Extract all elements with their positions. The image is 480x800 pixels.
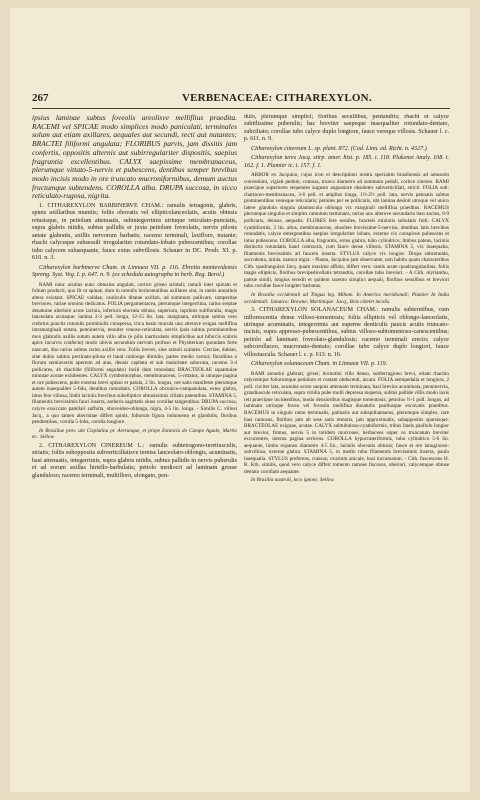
- genus-description: ipsius laminae subtus foveolis areolisve melliflius praedita. RACEMI vel SPICAE modo simplices modo paniculati, terminales solum aut etiam axillares, aequales aut secundi, recti aut nutantes; BRACTEI filiformi angulata; FLORIBUS parvis, jam dissitis jam confertis, oppositis alternis aut subirregulariter dispositis, saepius fragrantia excellentibus. CALYX saepissime membranaceus, plerumque vittato-5-nervis et pubescens, dentibus semper brevibus modo incisis modo in ore truncato mucroniformibus, demum auctus fructumque subtendens. COROLLA alba. DRUPA succosa, in sicco reticulato-rugosa, nigrita.: [32, 114, 237, 201]
- species-entry-2-description: ARBOR ex Jacquino, cujus icon et descriptioni nostra speciatim brasiliensis ad amussim conveniunt, vigiati pedum, comosa, trunco diametro ad summum pedali, cortice cinereo. RAMI praecipue superiores sequentes augusto angustiore obsoletes subverticillati, stricti. FOLIA sub-chartaceo-membranacea, 3-6 pell. et amplius longa, 1½-2½ poll. lata, nervis pennatis subtus prominentibus venisque reticulatis; petioles per se pollicaris, ubi lamina desinit utroque vel unico latere glandula singula planiuscula oblonga vix marginali melliflua praeditus. RACEMUS plerumque singulus et simplex ramulum terminans, rarius uno alterove secundario basi auctus, 6-9 pollicaris, densus, aequalis. FLORES fere sessiles, bracteis minimis subulatis fulti. CALYX cyathiformis, 2 lin. altus, membranaceus, obsolete brevissime-5-nervius, dentibus latis brevibus rotundatis, calyce emergentibus saepius irregulariter lobato, externe vix conspicue pubescens et intus pubescens. COROLLA alba, fragrantis, extus glabra, tubo cylindrico; limbus patens, laciniis distinctis rotundatis haud contractis, cum fauce dense villosis. STAMINA 5, vix inaequalia, filamentis brevissimis ad faucem inserta. STYLUS calyce vix longior. Drupa subrotunda, succulenta, nitida, matura nigra. - Planta, Jacquino jam observante, tam habitu quam characteribus Cith. quadrangulari Jacq. quam maxime affinis, differt vero: ramis acute quadrangularibus, foliis magis ellipticis, floribus brevipedicellatis tetrandris, corollae tubo breviori. - A Cith. myrianthu, patrue simili, longius recedit et quidem racemo simplici aequali, floribus sessilibus et breviori tubo corollae fauce longiter barbatus.: [244, 172, 449, 290]
- right-column: [244, 114, 449, 754]
- species-entry-2-heading: 2. CITHAREXYLON CINEREUM L.: ramulis subtetragono-teretiusculis, striatis; foliis subopposita subverticillatisve terniss lanceolato-oblongis, acuminatis, basi attenuatis, integerrimis, supra glabris nitidis, subtus pallidis in nervis puberulis et ad eorum axillas hirtello-barbulatis; petiolo mediocri ad laminam grosse glanduloso; racemo terminali, multifloro, elongato, pen-: [32, 442, 237, 479]
- species-entry-3-heading: 3. CITHAREXYLON SOLANACEUM CHAM.: ramulis subteretibus, cum inflorescentia dense villoso-tomentosis; foliis ellipticis vel oblongo-lanceolatis, utrinque acuminatis, integerrimis aut superne denticulis paucis acutis truncato-incisis, supra appresso-pubescentibus, subtus villoso-subtomentoso-canescentibus; petiolo ad laminam foveolato-glandulosis; racemo terminali erecto; calyce subcorollaceo, mucronato-dentato; corollae tubo calyce duplo longiori, fauce villosiuscula. Schauer l. c. p. 613. n. 16.: [244, 307, 449, 358]
- species-entry-2-locality: In Brasilia occidentali ad Tingua leg. Miham. In America meridionali; Plumier In India occidentali: Jamaica: Browne; Martinique: Jacq., Bois côtelet incolis.: [244, 292, 449, 305]
- species-entry-1-synonyms: Citharexylon barbinerve Cham. in Linnaea VII. p. 116. Ehretia montevidensis Spreng. Syst. Veg. I. p. 647. n. 9. (ex schedula autographa in herb. Reg. Berol.): [32, 264, 237, 279]
- species-entry-2-continuation: dulo, plerumque simplici; floribus secullibus, pentandris; rhachi et calyce subtilissime puberulis; hac breviter saepeque inaequaliter rotundato-dentato, subciliato; corollae tubo calyce duplo longiore, fauce vereque villosis. Schauer l. c. p. 611. n. 9.: [244, 114, 449, 143]
- running-title: VERBENACEAE: CITHAREXYLON.: [182, 92, 372, 104]
- page-number: 267: [32, 92, 49, 104]
- book-page: [10, 8, 470, 792]
- species-entry-3-locality: In Brasilia australi, loco ignoto: Sellow.: [251, 477, 335, 484]
- species-entry-1-heading: 1. CITHAREXYLON BARBINERVE CHAM.: ramulis tetragonis, glabris, spinis axillaribus munitis; foliis obovatis vel ellipticolanceolatis, acutis obtusis retusisque, in petiolum attenuatis, subintegerrimis utrinque reticulato-punctatis, supra glabris nitidis, subtus pallidis et juxta petiolum foveolatis, nervis pilosis aetate glabratis, axillis nervorum barbatis; racemo terminali, laxifloro, nutante; rhachi calyceque subsessili irregulariter rotundato-lobato pubescentibus; corollae tubo calycem subaequante, fauce extus subvillosis. Schauer in DC. Prodr. XI. p. 610. n. 3.: [32, 203, 237, 262]
- species-entry-2-synonym-2: Citharexylon teres Jacq. stirp. amer. hist. p. 185. t. 118. Plukenet Analy. 108. t. 162. f. 1. Plumier ic. t. 157. f. 1.: [244, 155, 449, 169]
- left-column: [32, 114, 237, 754]
- species-entry-1-locality: In Brasiliae prov. ubi Cisplatina pr. Arerunque, et prope Estancia do Campo Agudo, Martio m.: Sellow.: [32, 427, 237, 441]
- species-entry-1-description: RAMI nunc acutius nunc obtusius angulati, cortice griseo striduli; ramuli inter spinam et folium producti, quo fit ut spinae, dum in ramulis horizontalibus axillares sint, in ramis annotinis altera existant. SPICAE validae, cauliculis ditatae axillari, ad summum pallicare, tamperitae breviores, rariae omnino dedicatus. FOLIA pergamentacea, plerumque integerrima, rarius serpiae denaturae alteriore acute lacinia, inferiora obovata obtusa, superiora, inprimis subfloralia, magis lanceolata acutaque; lamina 2-3 pell. longa, 12-15 lin. lata, marginata, utrinque subtus vero crebrius punctis rotundis prominulis conspersa, circa basin macula una alterave exigua melliflua intramarginali notata, penninervia, tenuiter venoso-reticulata, nervis ipsis subtus prominentibus mox glabratis axillis sutum autem villo albo (e pilis inarticulatis simplicibus aut bifurcis scabris apice incurvis confecto) modo ubivis secundum nervum profuso et Physiterium quondam forte nascunt, duo rarius subtus rarius axillis vera. Foliis breves, sine ramuli scalares. Cerciae, dubiae, sine dubio subtus pectinato-pilosa et haud conlonge dimidio, partes medio cernui; floralibus a florum semiaversis apertum ad aras, densis capitata et sub maturitate subovata, racemo 3-4 pollicares, ab rhachide (filiformi angulato) facili dum rotundata; BRACTEOLAE squamulae minutae acutae exhibentes. CALYX cymbomorphus, membranaceus, 5-vittatus, in utraque pagina et ore pubescens, pube externa brevi spisso et patula, 2 lin. longus, ore satis manifeste plerumque autem inaequaliter 5-fido, dentibus rotundatis. COROLLA obconico-campanulata, extus glabra, intus fere villosa, limbi laciniis brevibus subelliptico obtusissimis ciliatis patentibus. STAMINA 5, filamentis brevissimis fauci inserta, antheris sagittatis sinus corollae tangentibus. DRUPA succosa, calyce exsiccato patellari suffulta, obovoideo-oblonga, nigra, 4-5 lin. longa. - Similis C. villosi Jacq., a quo tamen aberrimae differt spinis, foliorum figura indumento et glandulis, floribus pendentibus, corolla 5-loba, corolla longiore.: [32, 281, 237, 426]
- page-header: [32, 92, 450, 106]
- header-rule: [32, 108, 450, 109]
- species-entry-2-synonym-1: Citharexylon cinereum L. sp. plant. 872. (Cod. Linn. ed. Richt. n. 4327.): [251, 145, 427, 152]
- species-entry-3-description: RAMI annotini glabrati, grisei; hornotini villo denso, subferrugineo brevi, etiam rhachin calycemque foliorumque petiolum et costam obducenti, incani. FOLIA semipedalia et longiora, 2 poll. circiter lata, acumine acuto saepius attenuato terminata, basi brevius acuminata, penninervia, grandiuscule reticulata, supra viridia pube molli depressa inspersa, subtus pallide villis modo laxis reti praecipue incidentibus, modo densioribus magisque tomentosis; petiolus ½-1 poll. longus, ad laminam utrinque fovea vel foveola melliflua donatulis pauliusque excavatis praeditus. RACEMUS in singulo ramo terminalis, palmaris aut subspithamaeus, plerumque simplex, rare basi ramosus, floribus jam ab sese satis remotis, jam approximatis, subappositis sparsisque. BRACTEOLAE exiguae, acutae. CALYX subtubuloso-cyathiformis, tribus lineis paullulo longior aut brevior, firmus, nervis 5 in totidem mucrones, herbaceos super os truncatum breviter excurrentes, interna pagina sericeus. COROLLA hypocrateriformis, tubo cylindrico 5-6 lin. aequante, limbo expanso diametro 4-5 lin., laciniis obovatis obtusis; fauce et ore lanuginoso-subvillosa, externe glabra. STAMINA 5, in medio tubo filamentis brevissimis inserta, paulo inaequalia. STYLUS preferens, crassus; ovarium anicale, basi incrassatum. - Cith. fuscescens H. B. Kth. similis, quod vero calyce differt tomento ramose fiscosus, uberiori, calycemque obtuse dentato corollam aequante.: [244, 370, 449, 475]
- species-entry-3-synonym: Citharexylon solanaceum Cham. in Linnaea VII. p. 119.: [251, 361, 388, 368]
